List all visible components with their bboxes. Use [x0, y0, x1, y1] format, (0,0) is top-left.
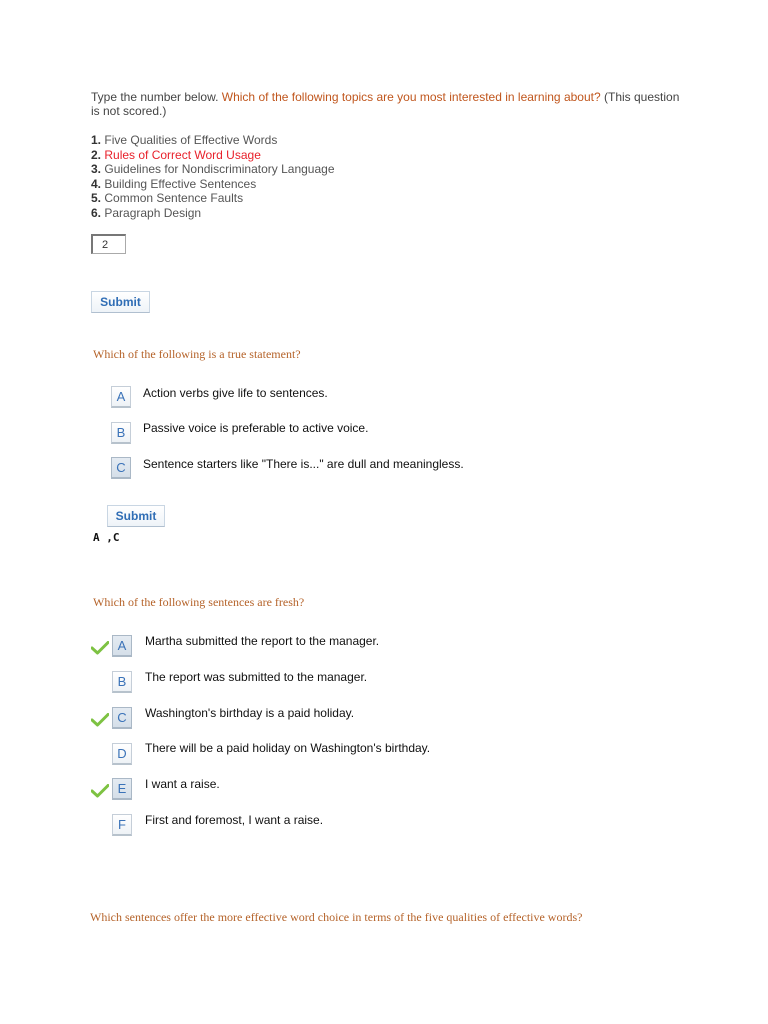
option-button-f[interactable]: F [112, 814, 132, 836]
topic-number: 5. [91, 191, 102, 205]
topic-label: Five Qualities of Effective Words [104, 133, 278, 147]
topic-label: Building Effective Sentences [104, 176, 257, 191]
topic-number: 6. [91, 205, 102, 220]
selected-answer-text: A ,C [93, 531, 120, 544]
option-text: Passive voice is preferable to active voice. [143, 421, 369, 435]
topic-label: Rules of Correct Word Usage [104, 147, 261, 162]
option-text: I want a raise. [145, 777, 220, 791]
option-button-c[interactable]: C [112, 707, 132, 729]
topic-item-1 [91, 133, 335, 148]
option-button-b[interactable]: B [111, 422, 131, 444]
topic-number: 1. [91, 133, 102, 147]
option-text: Action verbs give life to sentences. [143, 386, 328, 400]
question-1-note: (This question is not scored.) [91, 90, 680, 118]
submit-button-question-2[interactable]: Submit [107, 505, 165, 527]
topic-list [91, 133, 335, 220]
option-text: Martha submitted the report to the manager. [145, 634, 380, 648]
question-4-heading: Which sentences offer the more effective word choice in terms of the five qualities of effective words? [90, 910, 583, 924]
option-text: Sentence starters like "There is..." are dull and meaningless. [143, 457, 464, 471]
topic-label: Common Sentence Faults [104, 191, 244, 205]
option-text: There will be a paid holiday on Washington's birthday. [145, 741, 431, 755]
option-button-a[interactable]: A [111, 386, 131, 408]
check-icon [91, 784, 109, 798]
topic-number: 2. [91, 147, 102, 162]
question-1-prompt [91, 90, 691, 118]
topic-number: 4. [91, 176, 102, 191]
topic-item-4 [91, 177, 335, 192]
check-icon [91, 713, 109, 727]
topic-number-input[interactable] [91, 234, 126, 254]
topic-label: Guidelines for Nondiscriminatory Language [104, 162, 335, 176]
topic-item-6 [91, 206, 335, 221]
topic-number: 3. [91, 162, 102, 176]
topic-item-2 [91, 148, 335, 163]
question-2-heading: Which of the following is a true statement? [93, 347, 301, 361]
submit-button-question-1[interactable]: Submit [91, 291, 150, 313]
option-button-a[interactable]: A [112, 635, 132, 657]
option-button-c[interactable]: C [111, 457, 131, 479]
check-icon [91, 641, 109, 655]
option-button-b[interactable]: B [112, 671, 132, 693]
option-text: Washington's birthday is a paid holiday. [145, 706, 355, 720]
option-text: First and foremost, I want a raise. [145, 813, 324, 827]
topic-label: Paragraph Design [104, 205, 202, 220]
question-3-heading: Which of the following sentences are fresh? [93, 595, 305, 609]
topic-item-5 [91, 191, 335, 206]
option-button-e[interactable]: E [112, 778, 132, 800]
option-text: The report was submitted to the manager. [145, 670, 368, 684]
question-1-text: Which of the following topics are you most interested in learning about? [221, 90, 601, 104]
topic-item-3 [91, 162, 335, 177]
option-button-d[interactable]: D [112, 743, 132, 765]
instruction-text: Type the number below. [91, 90, 219, 104]
